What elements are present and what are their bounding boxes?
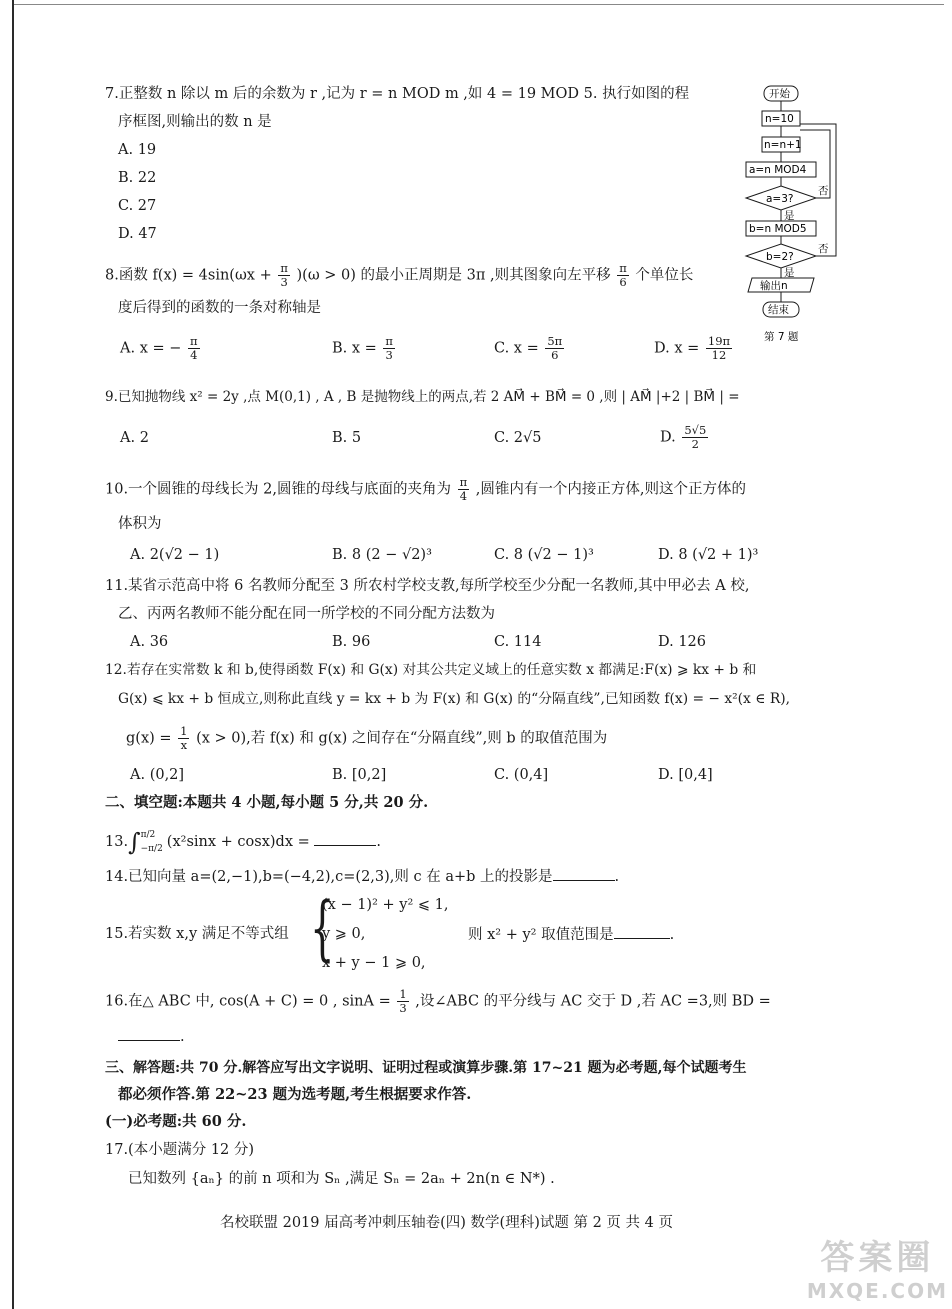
q8-stem-part-c: 个单位长 <box>635 267 694 284</box>
q10-stem-part-b: ,圆锥内有一个内接正方体,则这个正方体的 <box>475 481 747 498</box>
flow-caption: 第 7 题 <box>764 331 799 343</box>
q17-title: 17.(本小题满分 12 分) <box>105 1142 255 1158</box>
q13-integral-sign: ∫ <box>128 828 141 856</box>
q8-option-a-den: 4 <box>190 348 198 362</box>
flow-assign-a-label: a=n MOD4 <box>749 164 807 176</box>
q15-brace: { <box>310 887 335 969</box>
q15-row3: x + y − 1 ⩾ 0, <box>322 955 426 971</box>
flowchart <box>738 82 848 352</box>
watermark <box>807 1230 948 1303</box>
q8-frac2-num: π <box>619 261 627 275</box>
q7-stem-line2: 序框图,则输出的数 n 是 <box>118 114 272 130</box>
q10-option-c: C. 8 (√2 − 1)³ <box>494 547 594 563</box>
q13-upper-limit: π/2 <box>140 830 156 840</box>
q16-frac-den: 3 <box>399 1001 407 1015</box>
q8-stem-line1 <box>105 262 693 289</box>
q9-option-a: A. 2 <box>120 430 149 446</box>
q13-limits <box>141 828 163 856</box>
page-edge-left <box>12 0 14 1309</box>
q12-stem3-part-a: g(x) = <box>126 730 172 747</box>
section3-line2: 都必须作答.第 22~23 题为选考题,考生根据要求作答. <box>118 1086 472 1103</box>
q8-stem-part-b: )(ω > 0) 的最小正周期是 3π ,则其图象向左平移 <box>296 267 611 284</box>
q7-option-a: A. 19 <box>118 142 157 158</box>
flow-cond-b-label: b=2? <box>766 251 794 263</box>
q13-answer-blank[interactable] <box>314 831 376 846</box>
q15-answer-blank[interactable] <box>614 924 670 939</box>
q12-option-c: C. (0,4] <box>494 767 549 783</box>
q16-suffix: . <box>180 1029 185 1045</box>
q16-stem <box>105 988 771 1015</box>
q12-stem-line2: G(x) ⩽ kx + b 恒成立,则称此直线 y = kx + b 为 F(x) 和 G(x) 的“分隔直线”,已知函数 f(x) = − x²(x ∈ R), <box>118 691 790 707</box>
q8-option-a <box>120 335 202 362</box>
q8-option-b-text: B. x = <box>332 340 377 357</box>
q8-frac1-num: π <box>280 261 288 275</box>
q13-suffix: . <box>376 834 381 850</box>
q7-option-b: B. 22 <box>118 170 157 186</box>
q14-answer-blank[interactable] <box>553 866 615 881</box>
q9-option-b: B. 5 <box>332 430 362 446</box>
q13-stem <box>105 825 381 859</box>
q8-stem-line2: 度后得到的函数的一条对称轴是 <box>118 300 321 316</box>
q8-frac1-den: 3 <box>280 275 288 289</box>
flow-assign-b-label: b=n MOD5 <box>749 223 807 235</box>
q12-stem-line1: 12.若存在实常数 k 和 b,使得函数 F(x) 和 G(x) 对其公共定义域上的任意实数 x 都满足:F(x) ⩾ kx + b 和 <box>105 662 757 678</box>
q12-stem-line3 <box>126 725 607 752</box>
q8-option-a-num: π <box>190 334 198 348</box>
q16-frac-num: 1 <box>399 987 407 1001</box>
q16-answer-line <box>118 1026 185 1047</box>
section3-sub1: (一)必考题:共 60 分. <box>105 1113 247 1130</box>
q12-frac-num: 1 <box>180 724 188 738</box>
q8-option-c-den: 6 <box>551 348 559 362</box>
q12-option-a: A. (0,2] <box>130 767 185 783</box>
q10-option-a: A. 2(√2 − 1) <box>130 547 220 563</box>
q10-frac-den: 4 <box>459 489 468 503</box>
q8-option-c <box>494 335 566 362</box>
q9-option-d-den: 2 <box>691 437 699 451</box>
q8-option-c-num: 5π <box>547 334 563 348</box>
q8-option-d <box>654 335 734 362</box>
flow-init-label: n=10 <box>765 113 794 125</box>
q10-stem-line1 <box>105 476 746 503</box>
q12-frac-den: x <box>180 738 188 752</box>
q10-frac <box>458 476 470 503</box>
watermark-line1: 答案圈 <box>820 1238 935 1278</box>
watermark-line2: MXQE.COM <box>806 1279 948 1303</box>
q11-stem-line2: 乙、丙两名教师不能分配在同一所学校的不同分配方法数为 <box>118 606 495 622</box>
q10-stem-line2: 体积为 <box>118 516 162 532</box>
q8-frac2-den: 6 <box>619 275 627 289</box>
flow-start-label: 开始 <box>769 88 790 100</box>
flow-no2-label: 否 <box>818 243 829 255</box>
flow-end-label: 结束 <box>768 304 789 316</box>
section3-line1: 三、解答题:共 70 分.解答应写出文字说明、证明过程或演算步骤.第 17~21 题为必考题,每个试题考生 <box>105 1060 747 1076</box>
q16-stem-part-a: 16.在△ ABC 中, cos(A + C) = 0 , sinA = <box>105 993 391 1010</box>
q14-stem <box>105 866 619 887</box>
flow-yes1-label: 是 <box>784 210 795 222</box>
q10-frac-num: π <box>459 475 468 489</box>
q10-stem-part-a: 10.一个圆锥的母线长为 2,圆锥的母线与底面的夹角为 <box>105 481 452 498</box>
q8-option-a-frac <box>188 335 200 362</box>
q8-option-b <box>332 335 397 362</box>
q8-option-c-text: C. x = <box>494 340 539 357</box>
q15-tail-text: 则 x² + y² 取值范围是 <box>468 927 614 943</box>
q13-prefix: 13. <box>105 834 129 850</box>
flow-no1-label: 否 <box>818 185 829 197</box>
q7-stem-line1: 7.正整数 n 除以 m 后的余数为 r ,记为 r = n MOD m ,如 4 = 19 MOD 5. 执行如图的程 <box>105 86 690 102</box>
q14-suffix: . <box>614 869 620 885</box>
q8-option-d-text: D. x = <box>654 340 700 357</box>
q10-option-d: D. 8 (√2 + 1)³ <box>658 547 759 563</box>
page-footer: 名校联盟 2019 届高考冲刺压轴卷(四) 数学(理科)试题 第 2 页 共 4 页 <box>220 1215 673 1231</box>
q7-option-d: D. 47 <box>118 226 157 242</box>
q8-frac-2 <box>617 262 629 289</box>
flow-yes2-label: 是 <box>784 267 795 279</box>
q15-row1: (x − 1)² + y² ⩽ 1, <box>322 897 449 913</box>
q17-stem: 已知数列 {aₙ} 的前 n 项和为 Sₙ ,满足 Sₙ = 2aₙ + 2n(n ∈ N*) . <box>128 1171 555 1187</box>
q8-option-b-den: 3 <box>385 348 393 362</box>
q10-option-b: B. 8 (2 − √2)³ <box>332 547 432 563</box>
q11-option-a: A. 36 <box>130 634 169 650</box>
q9-stem: 9.已知抛物线 x² = 2y ,点 M(0,1) , A , B 是抛物线上的两点,若 2 AM⃗ + BM⃗ = 0 ,则 | AM⃗ |+2 | BM⃗ | = <box>105 389 740 405</box>
q15-prefix: 15.若实数 x,y 满足不等式组 <box>105 926 289 942</box>
q12-frac <box>178 725 189 752</box>
q15-tail <box>468 924 674 945</box>
q8-option-d-frac <box>706 335 732 362</box>
page-edge-top <box>14 4 944 5</box>
q9-option-c: C. 2√5 <box>494 430 542 446</box>
q13-lower-limit: −π/2 <box>140 844 163 854</box>
q9-option-d-num: 5√5 <box>684 423 707 437</box>
q12-stem3-part-b: (x > 0),若 f(x) 和 g(x) 之间存在“分隔直线”,则 b 的取值范围为 <box>196 730 608 747</box>
q8-option-d-den: 12 <box>711 348 727 362</box>
q16-frac <box>397 988 408 1015</box>
flow-output-label: 输出n <box>760 280 788 292</box>
q8-option-d-num: 19π <box>707 334 731 348</box>
q12-option-b: B. [0,2] <box>332 767 387 783</box>
q9-option-d-frac <box>682 424 708 451</box>
q15-row2: y ⩾ 0, <box>322 926 366 942</box>
q16-answer-blank[interactable] <box>118 1026 180 1041</box>
q11-option-d: D. 126 <box>658 634 707 650</box>
q11-option-b: B. 96 <box>332 634 371 650</box>
q11-option-c: C. 114 <box>494 634 542 650</box>
flow-cond-a-label: a=3? <box>766 193 794 205</box>
q12-option-d: D. [0,4] <box>658 767 713 783</box>
q11-stem-line1: 11.某省示范高中将 6 名教师分配至 3 所农村学校支教,每所学校至少分配一名教师,其中甲必去 A 校, <box>105 578 750 594</box>
q8-stem-part-a: 8.函数 f(x) = 4sin(ωx + <box>105 267 272 284</box>
q16-stem-part-b: ,设∠ABC 的平分线与 AC 交于 D ,若 AC =3,则 BD = <box>415 993 771 1010</box>
q9-option-d <box>660 424 710 451</box>
q8-option-b-frac <box>383 335 395 362</box>
q7-option-c: C. 27 <box>118 198 157 214</box>
q8-option-b-num: π <box>385 334 393 348</box>
q8-option-a-text: A. x = − <box>120 340 182 357</box>
section2-title: 二、填空题:本题共 4 小题,每小题 5 分,共 20 分. <box>105 794 429 811</box>
q15-suffix: . <box>669 927 675 943</box>
flow-incr-label: n=n+1 <box>764 139 802 151</box>
q8-frac-1 <box>278 262 290 289</box>
q14-stem-text: 14.已知向量 a=(2,−1),b=(−4,2),c=(2,3),则 c 在 a+b 上的投影是 <box>105 869 553 885</box>
q8-option-c-frac <box>545 335 564 362</box>
q9-option-d-text: D. <box>660 429 676 446</box>
q13-body: (x²sinx + cosx)dx = <box>166 834 310 850</box>
